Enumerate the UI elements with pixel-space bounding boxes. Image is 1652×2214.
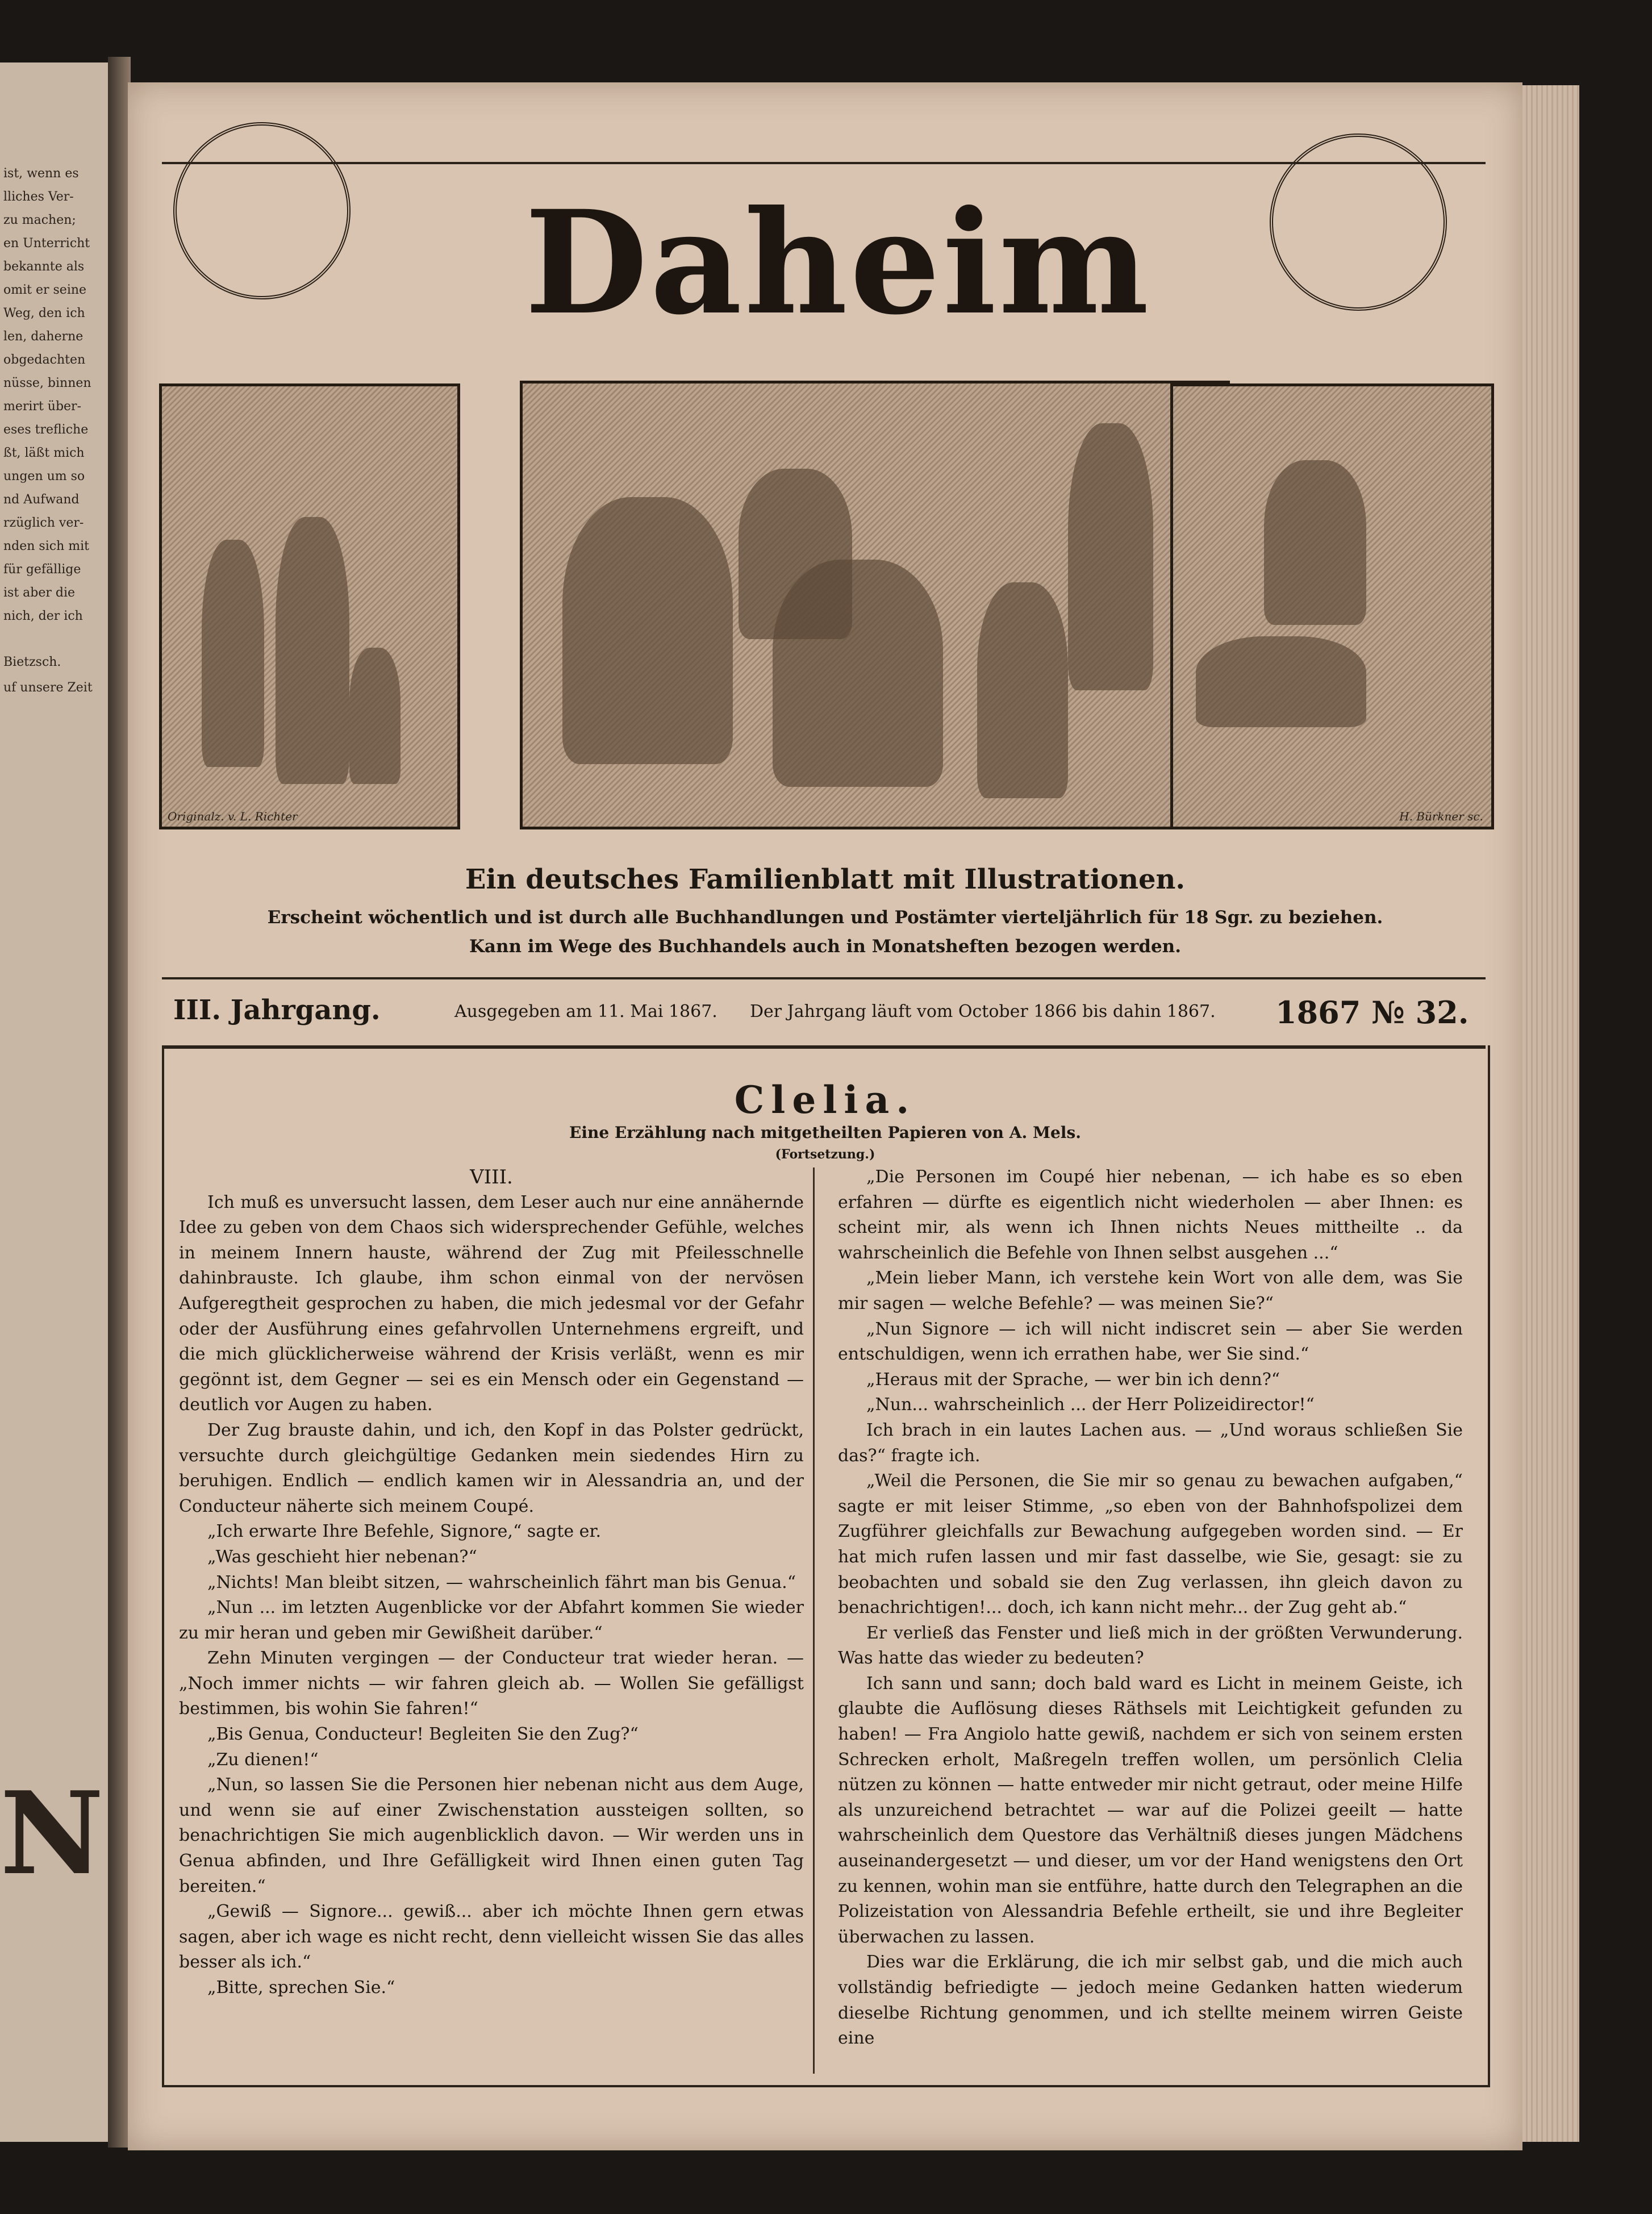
facing-page-line: bekannte als: [3, 260, 85, 274]
facing-page-line: zu machen;: [3, 213, 76, 227]
paragraph: „Nun Signore — ich will nicht indiscret sein — aber Sie werden entschuldigen, wenn ich errathen habe, wer Sie sind.“: [838, 1319, 1463, 1365]
right-wreath-ornament: [1270, 134, 1447, 311]
facing-page: [0, 62, 110, 2142]
paragraph: „Ich erwarte Ihre Befehle, Signore,“ sagte er.: [207, 1521, 602, 1542]
left-wreath-ornament: [173, 122, 351, 299]
facing-page-line: nden sich mit: [3, 539, 89, 553]
rule-above-infobar: [162, 977, 1486, 979]
article-frame: [162, 1045, 1490, 2087]
paragraph: Dies war die Erklärung, die ich mir selbst gab, und die mich auch vollständig befriedigte — jedoch meine Gedanken hatten wiederum dieselbe Richtung genommen, und ich stellte meinem wirren Geiste eine: [838, 1952, 1463, 2049]
figure-boy: [977, 582, 1068, 798]
facing-page-line: nüsse, binnen: [3, 376, 91, 390]
figure-maid: [1068, 423, 1153, 690]
figure-child: [349, 648, 401, 784]
issue-number: 1867 № 32.: [1275, 994, 1469, 1031]
facing-page-line: merirt über-: [3, 399, 82, 414]
story-byline: Eine Erzählung nach mitgetheilten Papieren von A. Mels.: [569, 1123, 1081, 1142]
paragraph: „Zu dienen!“: [207, 1749, 319, 1770]
issue-date: Ausgegeben am 11. Mai 1867.: [454, 1002, 717, 1021]
paragraph: Zehn Minuten vergingen — der Conducteur trat wieder heran. — „Noch immer nichts — wir fahren gleich ab. — Wollen Sie gefälligst bestimmen, bis wohin Sie fahren!“: [179, 1648, 804, 1719]
facing-page-line: obgedachten: [3, 353, 86, 367]
paragraph: „Nun, so lassen Sie die Personen hier nebenan nicht aus dem Auge, und wenn sie auf einer Zwischenstation aussteigen sollten, so benachrichtigen Sie mich augenblicklich davon. — Wir werden uns in Genua abfinden, und Ihre Gefälligkeit wird Ihnen einen guten Tag bereiten.“: [179, 1775, 804, 1896]
paragraph: „Nichts! Man bleibt sitzen, — wahrscheinlich fährt man bis Genua.“: [207, 1572, 796, 1592]
newspaper-page: [128, 82, 1522, 2150]
facing-page-line: Weg, den ich: [3, 306, 85, 320]
facing-page-line: rzüglich ver-: [3, 516, 84, 530]
facing-page-line: omit er seine: [3, 283, 87, 297]
illustration-credit-left: Originalz. v. L. Richter: [168, 810, 298, 823]
figure-children-at-fence: [1196, 636, 1366, 727]
paragraph: „Bitte, sprechen Sie.“: [207, 1978, 395, 1998]
facing-page-line: nd Aufwand: [3, 493, 80, 507]
illustration-left-panel: [159, 383, 460, 829]
chapter-number: VIII.: [470, 1166, 513, 1189]
facing-page-line: ist, wenn es: [3, 166, 79, 181]
year-period: Der Jahrgang läuft vom October 1866 bis dahin 1867.: [750, 1002, 1216, 1021]
paragraph: Ich brach in ein lautes Lachen aus. — „Und woraus schließen Sie das?“ fragte ich.: [838, 1420, 1463, 1466]
paragraph: Der Zug brauste dahin, und ich, den Kopf in das Polster gedrückt, versuchte durch gleichgültige Gedanken mein siedendes Hirn zu beruhigen. Endlich — endlich kamen wir in Alessandria an, und der Conducteur näherte sich meinem Coupé.: [179, 1420, 804, 1516]
paragraph: „Gewiß — Signore... gewiß... aber ich möchte Ihnen gern etwas sagen, aber ich wage es nicht recht, denn vielleicht wissen Sie das alles besser als ich.“: [179, 1902, 804, 1973]
paragraph: „Mein lieber Mann, ich verstehe kein Wort von alle dem, was Sie mir sagen — welche Befehle? — was meinen Sie?“: [838, 1268, 1463, 1314]
subscription-line: Erscheint wöchentlich und ist durch alle Buchhandlungen und Postämter vierteljährlich für 18 Sgr. zu beziehen.: [267, 907, 1383, 928]
paragraph: Ich sann und sann; doch bald ward es Licht in meinem Geiste, ich glaubte die Auflösung dieses Räthsels mit Leichtigkeit gefunden zu haben! — Fra Angiolo hatte gewiß, nachdem er sich von seinem ersten Schrecken erholt, Maßregeln treffen wollen, um persönlich Clelia nützen zu können — hatte entweder mir nicht getraut, oder meine Hilfe als unzureichend betrachtet — war auf die Polizei geeilt — hatte wahrscheinlich dem Questore das Verhältniß dieses jungen Mädchens auseinandergesetzt — und dieser, um vor der Hand wenigstens den Ort zu kennen, wohin man sie entführe, hatte durch den Telegraphen an die Polizeistation von Alessandria Befehle ertheilt, sie und ihre Begleiter überwachen zu lassen.: [838, 1673, 1463, 1947]
figure-grandfather: [562, 497, 733, 764]
masthead-top-vine: [162, 162, 1486, 164]
facing-page-line: ungen um so: [3, 469, 85, 483]
figure-mother-child: [773, 560, 943, 787]
facing-page-line: ßt, läßt mich: [3, 446, 85, 460]
facing-page-line: lliches Ver-: [3, 190, 74, 204]
paragraph: „Nun... wahrscheinlich ... der Herr Polizeidirector!“: [866, 1395, 1315, 1415]
paragraph: „Nun ... im letzten Augenblicke vor der Abfahrt kommen Sie wieder zu mir heran und geben mir Gewißheit darüber.“: [179, 1598, 804, 1643]
monthly-line: Kann im Wege des Buchhandels auch in Monatsheften bezogen werden.: [469, 936, 1182, 957]
book-spine: [108, 57, 131, 2148]
facing-page-line: en Unterricht: [3, 236, 90, 251]
figure-gardener: [1264, 460, 1366, 625]
paragraph: „Weil die Personen, die Sie mir so genau zu bewachen aufgaben,“ sagte er mit leiser Stimme, „so eben von der Bahnhofspolizei dem Zugführer gleichfalls zur Bewachung aufgegeben worden sind. — Er hat mich rufen lassen und mir fast dasselbe, wie Sie, gesagt: sie zu beobachten und sobald sie den Zug verlassen, ihn gleich davon zu benachrichtigen!... doch, ich kann nicht mehr... der Zug geht ab.“: [838, 1471, 1463, 1618]
story-continued: (Fortsetzung.): [775, 1147, 875, 1162]
masthead-title: Daheim: [524, 179, 1152, 346]
story-title: Clelia.: [734, 1078, 916, 1122]
illustration-center-panel: [520, 381, 1230, 829]
facing-page-line: uf unsere Zeit: [3, 681, 93, 695]
paragraph: „Bis Genua, Conducteur! Begleiten Sie den Zug?“: [207, 1724, 639, 1745]
facing-page-initial: N: [0, 1767, 104, 1900]
facing-page-line: eses trefliche: [3, 423, 89, 437]
illustration-credit-right: H. Bürkner sc.: [1399, 810, 1483, 823]
paragraph: „Heraus mit der Sprache, — wer bin ich denn?“: [866, 1369, 1280, 1390]
figure-woman: [202, 540, 264, 767]
tagline: Ein deutsches Familienblatt mit Illustrationen.: [465, 864, 1186, 895]
paragraph: Ich muß es unversucht lassen, dem Leser auch nur eine annähernde Idee zu geben von dem Chaos sich widersprechender Gefühle, welches in meinem Innern hauste, während der Zug mit Pfeilesschnelle dahinbrauste. Ich glaube, ihm schon einmal von der nervösen Aufgeregtheit gesprochen zu haben, die mich jedesmal vor der Gefahr oder der Ausführung eines gefahrvollen Unternehmens ergreift, und die mich glücklicherweise während der Krisis verläßt, wenn es mir gegönnt ist, dem Gegner — sei es ein Mensch oder ein Gegenstand — deutlich vor Augen zu haben.: [179, 1192, 804, 1415]
facing-page-line: für gefällige: [3, 562, 81, 577]
facing-page-line: ist aber die: [3, 586, 76, 600]
facing-page-line: nich, der ich: [3, 609, 83, 623]
figure-man: [276, 517, 349, 784]
paragraph: Er verließ das Fenster und ließ mich in der größten Verwunderung. Was hatte das wieder zu bedeuten?: [838, 1623, 1463, 1669]
page-edges: [1522, 85, 1579, 2142]
volume-label: III. Jahrgang.: [173, 994, 381, 1026]
facing-page-line: Bietzsch.: [3, 655, 61, 669]
paragraph: „Die Personen im Coupé hier nebenan, — ich habe es so eben erfahren — dürfte es eigentlich nicht wiederholen — aber Ihnen: es scheint mir, als wenn ich Ihnen nichts Neues mittheilte .. da wahrscheinlich die Befehle von Ihnen selbst ausgehen ...“: [838, 1167, 1463, 1263]
masthead: [128, 82, 1522, 957]
paragraph: „Was geschieht hier nebenan?“: [207, 1546, 477, 1567]
illustration-right-panel: [1170, 383, 1494, 829]
facing-page-line: len, daherne: [3, 330, 84, 344]
